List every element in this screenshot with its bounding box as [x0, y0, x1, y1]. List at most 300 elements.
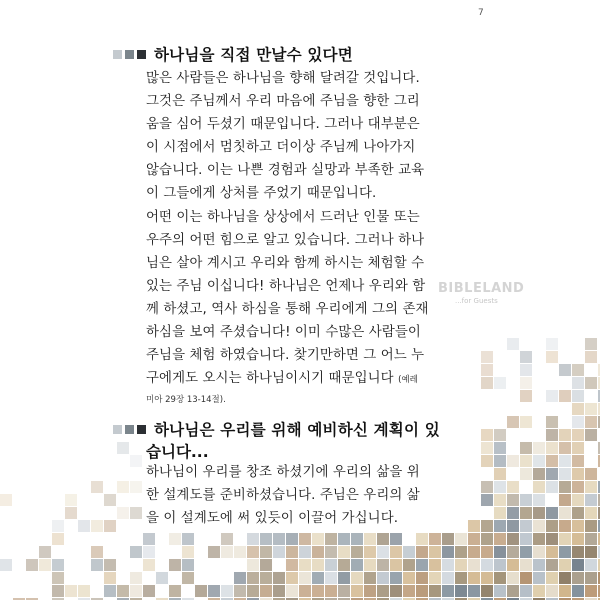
- mosaic-tile: [364, 546, 376, 558]
- mosaic-tile: [572, 533, 584, 545]
- mosaic-tile: [481, 520, 493, 532]
- mosaic-tile: [559, 533, 571, 545]
- mosaic-tile: [468, 559, 480, 571]
- mosaic-tile: [221, 585, 233, 597]
- heading-continuation: 습니다...: [146, 443, 209, 461]
- mosaic-tile: [559, 455, 571, 467]
- heading-bullet-squares: [113, 50, 146, 59]
- text-line: 우주의 어떤 힘으로 알고 있습니다. 그러나 하나: [146, 233, 425, 248]
- mosaic-tile: [585, 507, 597, 519]
- mosaic-tile: [377, 533, 389, 545]
- mosaic-tile: [312, 572, 324, 584]
- mosaic-tile: [247, 585, 259, 597]
- mosaic-tile: [585, 351, 597, 363]
- mosaic-tile: [455, 559, 467, 571]
- mosaic-tile: [39, 546, 51, 558]
- bullet-square-icon: [137, 425, 146, 434]
- mosaic-tile: [559, 390, 571, 402]
- mosaic-tile: [559, 429, 571, 441]
- mosaic-tile: [572, 390, 584, 402]
- mosaic-tile: [429, 546, 441, 558]
- mosaic-tile: [572, 494, 584, 506]
- mosaic-tile: [104, 494, 116, 506]
- text-line: 이 시점에서 멈칫하고 더이상 주님께 나아가지: [146, 140, 416, 155]
- mosaic-tile: [572, 481, 584, 493]
- mosaic-tile: [585, 559, 597, 571]
- mosaic-tile: [364, 559, 376, 571]
- mosaic-tile: [0, 559, 12, 571]
- mosaic-tile: [351, 585, 363, 597]
- text-line: 움을 심어 두셨기 때문입니다. 그러나 대부분은: [146, 117, 420, 132]
- mosaic-tile: [572, 429, 584, 441]
- mosaic-tile: [520, 390, 532, 402]
- mosaic-tile: [481, 533, 493, 545]
- mosaic-tile: [546, 520, 558, 532]
- mosaic-tile: [377, 546, 389, 558]
- mosaic-tile: [299, 533, 311, 545]
- mosaic-tile: [520, 572, 532, 584]
- mosaic-tile: [520, 546, 532, 558]
- mosaic-tile: [195, 585, 207, 597]
- mosaic-tile: [260, 572, 272, 584]
- mosaic-tile: [182, 572, 194, 584]
- mosaic-tile: [481, 585, 493, 597]
- mosaic-tile: [585, 494, 597, 506]
- mosaic-tile: [351, 572, 363, 584]
- mosaic-tile: [312, 585, 324, 597]
- mosaic-tile: [390, 585, 402, 597]
- mosaic-tile: [546, 351, 558, 363]
- mosaic-tile: [585, 468, 597, 480]
- mosaic-tile: [507, 507, 519, 519]
- mosaic-tile: [390, 559, 402, 571]
- mosaic-tile: [91, 559, 103, 571]
- mosaic-tile: [546, 585, 558, 597]
- heading-text: 하나님을 직접 만날수 있다면: [154, 46, 353, 64]
- mosaic-tile: [572, 377, 584, 389]
- mosaic-tile: [546, 390, 558, 402]
- text-line: 많은 사람들은 하나님을 향해 달려갈 것입니다.: [146, 71, 420, 86]
- mosaic-tile: [520, 364, 532, 376]
- mosaic-tile: [117, 585, 129, 597]
- mosaic-tile: [338, 572, 350, 584]
- mosaic-tile: [338, 533, 350, 545]
- mosaic-tile: [533, 533, 545, 545]
- mosaic-tile: [286, 546, 298, 558]
- mosaic-tile: [338, 546, 350, 558]
- mosaic-tile: [208, 546, 220, 558]
- mosaic-tile: [52, 559, 64, 571]
- text-line: 그것은 주님께서 우리 마음에 주님을 향한 그리: [146, 94, 420, 109]
- scripture-reference-start: (예레: [398, 375, 418, 385]
- mosaic-tile: [247, 546, 259, 558]
- mosaic-tile: [520, 377, 532, 389]
- mosaic-tile: [559, 481, 571, 493]
- mosaic-tile: [273, 585, 285, 597]
- mosaic-tile: [442, 546, 454, 558]
- mosaic-tile: [572, 520, 584, 532]
- mosaic-tile: [507, 559, 519, 571]
- paragraph: [146, 206, 476, 410]
- mosaic-tile: [169, 533, 181, 545]
- watermark-text: BIBLELAND: [438, 281, 525, 296]
- heading-bullet-squares: [113, 425, 146, 434]
- mosaic-tile: [481, 364, 493, 376]
- mosaic-tile: [559, 546, 571, 558]
- mosaic-tile: [442, 533, 454, 545]
- mosaic-tile: [494, 442, 506, 454]
- section-heading: [113, 418, 440, 440]
- mosaic-tile: [520, 468, 532, 480]
- mosaic-tile: [520, 455, 532, 467]
- mosaic-tile: [442, 559, 454, 571]
- mosaic-tile: [442, 572, 454, 584]
- mosaic-tile: [312, 533, 324, 545]
- paragraph: [146, 67, 476, 205]
- text-line: 주님을 체험 하였습니다. 찾기만하면 그 어느 누: [146, 348, 425, 363]
- mosaic-tile: [520, 559, 532, 571]
- mosaic-tile: [507, 494, 519, 506]
- mosaic-tile: [585, 572, 597, 584]
- mosaic-tile: [585, 429, 597, 441]
- mosaic-tile: [273, 533, 285, 545]
- mosaic-tile: [559, 494, 571, 506]
- mosaic-tile: [481, 481, 493, 493]
- mosaic-tile: [572, 468, 584, 480]
- mosaic-tile: [260, 559, 272, 571]
- mosaic-tile: [481, 442, 493, 454]
- mosaic-tile: [286, 585, 298, 597]
- mosaic-tile: [572, 546, 584, 558]
- mosaic-tile: [364, 533, 376, 545]
- mosaic-tile: [78, 520, 90, 532]
- mosaic-tile: [494, 546, 506, 558]
- mosaic-tile: [533, 559, 545, 571]
- mosaic-tile: [403, 546, 415, 558]
- mosaic-tile: [546, 416, 558, 428]
- mosaic-tile: [416, 559, 428, 571]
- mosaic-tile: [299, 585, 311, 597]
- mosaic-tile: [520, 507, 532, 519]
- mosaic-tile: [481, 559, 493, 571]
- mosaic-tile: [520, 351, 532, 363]
- mosaic-tile: [169, 585, 181, 597]
- mosaic-tile: [52, 520, 64, 532]
- mosaic-tile: [559, 585, 571, 597]
- mosaic-tile: [507, 338, 519, 350]
- mosaic-tile: [546, 533, 558, 545]
- mosaic-tile: [468, 585, 480, 597]
- mosaic-tile: [390, 546, 402, 558]
- text-line: 이 그들에게 상처를 주었기 때문입니다.: [146, 186, 377, 201]
- mosaic-tile: [351, 559, 363, 571]
- mosaic-tile: [494, 481, 506, 493]
- mosaic-tile: [533, 507, 545, 519]
- mosaic-tile: [494, 520, 506, 532]
- mosaic-tile: [533, 572, 545, 584]
- mosaic-tile: [260, 533, 272, 545]
- mosaic-tile: [143, 585, 155, 597]
- mosaic-tile: [507, 416, 519, 428]
- mosaic-tile: [494, 455, 506, 467]
- mosaic-tile: [494, 559, 506, 571]
- mosaic-tile: [559, 468, 571, 480]
- mosaic-tile: [494, 533, 506, 545]
- mosaic-tile: [559, 364, 571, 376]
- mosaic-tile: [533, 546, 545, 558]
- mosaic-tile: [104, 572, 116, 584]
- text-line: 님은 살아 계시고 우리와 함께 하시는 체험할 수: [146, 256, 425, 271]
- mosaic-tile: [572, 364, 584, 376]
- heading-text: 하나님은 우리를 위해 예비하신 계획이 있: [154, 421, 440, 439]
- mosaic-tile: [546, 546, 558, 558]
- mosaic-tile: [429, 559, 441, 571]
- mosaic-tile: [65, 494, 77, 506]
- mosaic-tile: [52, 585, 64, 597]
- mosaic-tile: [481, 455, 493, 467]
- mosaic-tile: [546, 468, 558, 480]
- mosaic-tile: [546, 429, 558, 441]
- mosaic-tile: [481, 351, 493, 363]
- mosaic-tile: [481, 546, 493, 558]
- mosaic-tile: [533, 481, 545, 493]
- mosaic-tile: [260, 585, 272, 597]
- mosaic-tile: [468, 546, 480, 558]
- mosaic-tile: [312, 559, 324, 571]
- mosaic-tile: [572, 403, 584, 415]
- mosaic-tile: [468, 533, 480, 545]
- mosaic-tile: [546, 572, 558, 584]
- mosaic-tile: [585, 533, 597, 545]
- mosaic-tile: [494, 572, 506, 584]
- mosaic-tile: [403, 559, 415, 571]
- text-line: 께 하셨고, 역사 하심을 통해 우리에게 그의 존재: [146, 302, 429, 317]
- mosaic-tile: [286, 533, 298, 545]
- mosaic-tile: [546, 481, 558, 493]
- mosaic-tile: [559, 520, 571, 532]
- mosaic-tile: [52, 533, 64, 545]
- mosaic-tile: [572, 572, 584, 584]
- mosaic-tile: [455, 546, 467, 558]
- mosaic-tile: [494, 429, 506, 441]
- mosaic-tile: [533, 455, 545, 467]
- mosaic-tile: [455, 572, 467, 584]
- mosaic-tile: [442, 585, 454, 597]
- mosaic-tile: [429, 572, 441, 584]
- mosaic-tile: [325, 585, 337, 597]
- watermark-subtext: ...for Guests: [455, 297, 498, 305]
- bullet-square-icon: [113, 425, 122, 434]
- mosaic-tile: [273, 546, 285, 558]
- text-line: 하심을 보여 주셨습니다! 이미 수많은 사람들이: [146, 325, 421, 340]
- mosaic-tile: [208, 585, 220, 597]
- text-line: [146, 367, 476, 390]
- mosaic-tile: [585, 585, 597, 597]
- mosaic-tile: [585, 546, 597, 558]
- mosaic-tile: [325, 572, 337, 584]
- mosaic-tile: [507, 455, 519, 467]
- mosaic-tile: [507, 546, 519, 558]
- mosaic-tile: [78, 585, 90, 597]
- mosaic-tile: [247, 559, 259, 571]
- mosaic-tile: [130, 572, 142, 584]
- mosaic-tile: [364, 572, 376, 584]
- mosaic-tile: [572, 455, 584, 467]
- mosaic-tile: [429, 585, 441, 597]
- mosaic-tile: [585, 481, 597, 493]
- text-line: 않습니다. 이는 나쁜 경험과 실망과 부족한 교육: [146, 163, 425, 178]
- mosaic-tile: [481, 572, 493, 584]
- mosaic-tile: [546, 507, 558, 519]
- paragraph: [146, 461, 476, 530]
- mosaic-tile: [455, 585, 467, 597]
- mosaic-tile: [117, 481, 129, 493]
- mosaic-tile: [494, 507, 506, 519]
- text-line: 어떤 이는 하나님을 상상에서 드러난 인물 또는: [146, 210, 420, 225]
- mosaic-tile: [546, 455, 558, 467]
- mosaic-tile: [507, 585, 519, 597]
- mosaic-tile: [247, 572, 259, 584]
- mosaic-tile: [585, 520, 597, 532]
- mosaic-tile: [520, 533, 532, 545]
- mosaic-tile: [104, 585, 116, 597]
- mosaic-tile: [286, 559, 298, 571]
- mosaic-tile: [572, 559, 584, 571]
- mosaic-tile: [260, 546, 272, 558]
- mosaic-tile: [533, 520, 545, 532]
- mosaic-tile: [507, 520, 519, 532]
- mosaic-tile: [182, 546, 194, 558]
- mosaic-tile: [520, 442, 532, 454]
- mosaic-tile: [143, 533, 155, 545]
- mosaic-tile: [416, 572, 428, 584]
- mosaic-tile: [338, 559, 350, 571]
- mosaic-tile: [559, 507, 571, 519]
- mosaic-tile: [0, 494, 12, 506]
- mosaic-tile: [481, 494, 493, 506]
- mosaic-tile: [507, 572, 519, 584]
- mosaic-tile: [377, 572, 389, 584]
- mosaic-tile: [585, 403, 597, 415]
- mosaic-tile: [130, 585, 142, 597]
- mosaic-tile: [390, 572, 402, 584]
- mosaic-tile: [182, 559, 194, 571]
- mosaic-tile: [117, 507, 129, 519]
- mosaic-tile: [221, 533, 233, 545]
- mosaic-tile: [299, 546, 311, 558]
- mosaic-tile: [533, 494, 545, 506]
- mosaic-tile: [286, 572, 298, 584]
- mosaic-tile: [494, 377, 506, 389]
- mosaic-tile: [507, 533, 519, 545]
- mosaic-tile: [143, 546, 155, 558]
- page-number: 7: [478, 8, 484, 18]
- mosaic-tile: [273, 572, 285, 584]
- mosaic-tile: [117, 442, 129, 454]
- mosaic-tile: [520, 494, 532, 506]
- text-line-main: 구에게도 오시는 하나님이시기 때문입니다: [146, 371, 394, 386]
- mosaic-tile: [520, 416, 532, 428]
- mosaic-tile: [104, 520, 116, 532]
- mosaic-tile: [533, 442, 545, 454]
- mosaic-tile: [234, 546, 246, 558]
- mosaic-tile: [377, 585, 389, 597]
- mosaic-tile: [494, 468, 506, 480]
- mosaic-tile: [156, 572, 168, 584]
- bullet-square-icon: [137, 50, 146, 59]
- mosaic-tile: [169, 559, 181, 571]
- mosaic-tile: [455, 533, 467, 545]
- mosaic-tile: [299, 559, 311, 571]
- mosaic-tile: [364, 585, 376, 597]
- text-line: 한 설계도를 준비하셨습니다. 주님은 우리의 삶: [146, 488, 420, 503]
- mosaic-tile: [533, 585, 545, 597]
- mosaic-tile: [351, 546, 363, 558]
- mosaic-tile: [65, 585, 77, 597]
- mosaic-tile: [559, 442, 571, 454]
- mosaic-tile: [559, 559, 571, 571]
- bullet-square-icon: [125, 425, 134, 434]
- mosaic-tile: [416, 585, 428, 597]
- mosaic-tile: [312, 546, 324, 558]
- bullet-square-icon: [125, 50, 134, 59]
- mosaic-tile: [468, 572, 480, 584]
- bullet-square-icon: [113, 50, 122, 59]
- mosaic-tile: [234, 572, 246, 584]
- mosaic-tile: [585, 377, 597, 389]
- mosaic-tile: [507, 481, 519, 493]
- mosaic-tile: [403, 572, 415, 584]
- mosaic-tile: [338, 585, 350, 597]
- mosaic-tile: [325, 546, 337, 558]
- mosaic-tile: [416, 533, 428, 545]
- mosaic-tile: [130, 546, 142, 558]
- mosaic-tile: [182, 533, 194, 545]
- mosaic-tile: [52, 572, 64, 584]
- mosaic-tile: [130, 455, 142, 467]
- mosaic-tile: [481, 429, 493, 441]
- mosaic-tile: [533, 468, 545, 480]
- section-heading: [113, 43, 353, 65]
- mosaic-tile: [39, 559, 51, 571]
- mosaic-tile: [572, 416, 584, 428]
- mosaic-tile: [247, 533, 259, 545]
- mosaic-tile: [65, 507, 77, 519]
- mosaic-tile: [91, 546, 103, 558]
- mosaic-tile: [299, 572, 311, 584]
- mosaic-tile: [130, 481, 142, 493]
- mosaic-tile: [559, 572, 571, 584]
- mosaic-tile: [520, 585, 532, 597]
- mosaic-tile: [377, 559, 389, 571]
- mosaic-tile: [494, 494, 506, 506]
- mosaic-tile: [234, 585, 246, 597]
- mosaic-tile: [572, 585, 584, 597]
- mosaic-tile: [130, 507, 142, 519]
- mosaic-tile: [91, 520, 103, 532]
- mosaic-tile: [585, 338, 597, 350]
- mosaic-tile: [481, 377, 493, 389]
- mosaic-tile: [403, 585, 415, 597]
- mosaic-tile: [390, 533, 402, 545]
- mosaic-tile: [26, 559, 38, 571]
- mosaic-tile: [221, 546, 233, 558]
- mosaic-tile: [572, 442, 584, 454]
- text-line: 을 이 설계도에 써 있듯이 이끌어 가십니다.: [146, 511, 399, 526]
- text-line: 하나님이 우리를 창조 하셨기에 우리의 삶을 위: [146, 465, 420, 480]
- text-line: 있는 주님 이십니다! 하나님은 언제나 우리와 함: [146, 279, 426, 294]
- mosaic-tile: [546, 559, 558, 571]
